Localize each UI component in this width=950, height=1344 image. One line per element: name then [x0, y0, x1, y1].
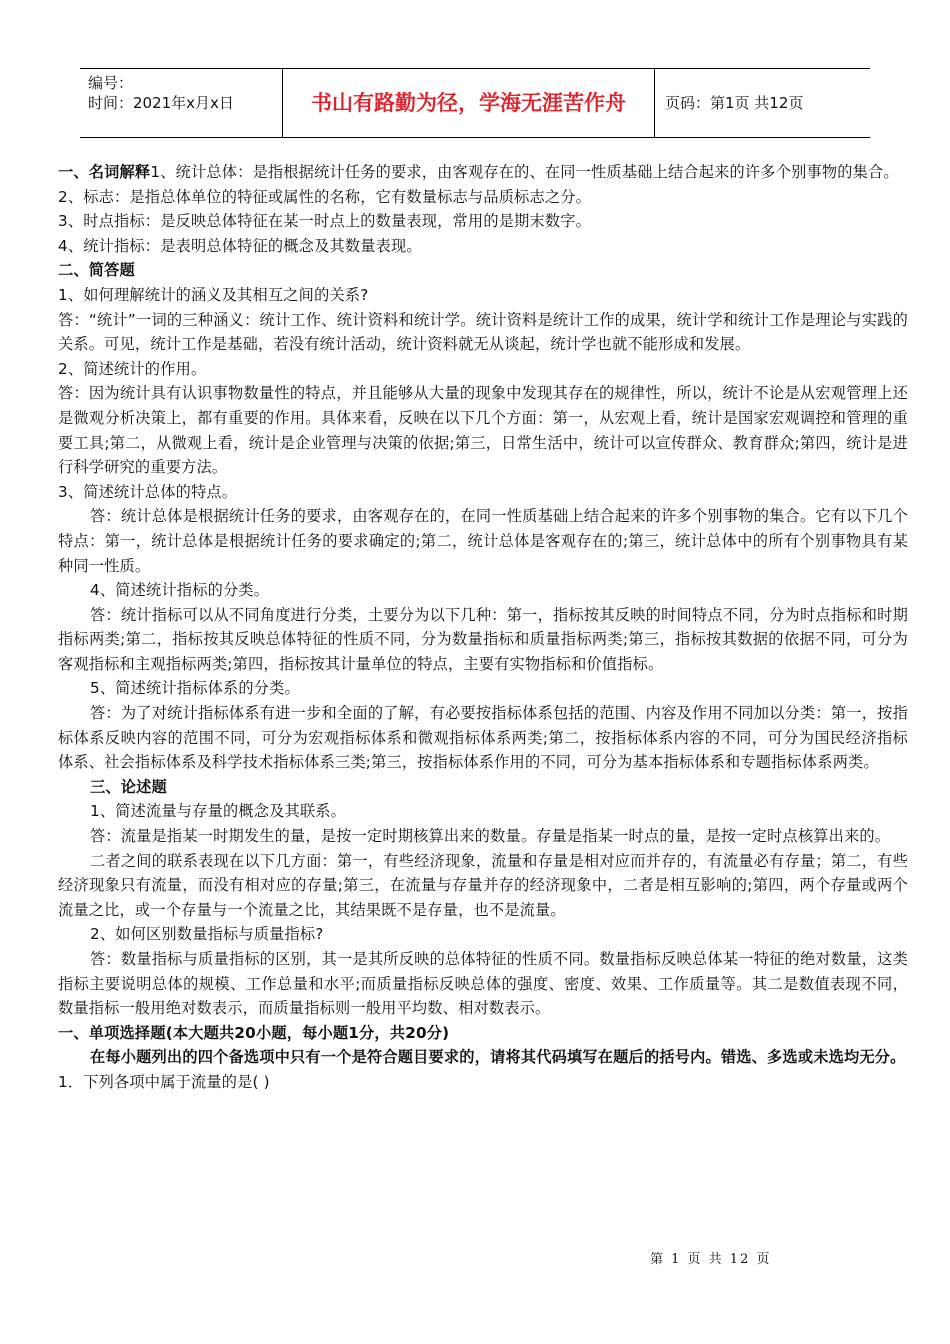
paragraph: 4、统计指标：是表明总体特征的概念及其数量表现。 — [58, 236, 422, 255]
question: 2、简述统计的作用。 — [58, 359, 207, 378]
section-title: 一、单项选择题(本大题共20小题，每小题1分，共20分) — [58, 1023, 450, 1042]
answer: 答：统计总体是根据统计任务的要求，由客观存在的，在同一性质基础上结合起来的许多个别事物的集合。它有以下几个特点：第一，统计总体是根据统计任务的要求确定的;第二，统计总体是客观存在的;第三，统计总体中的所有个别事物具有某种同一性质。 — [58, 507, 908, 575]
section-title: 一、名词解释 — [58, 163, 151, 181]
answer: 二者之间的联系表现在以下几方面：第一，有些经济现象，流量和存量是相对应而并存的，有流量必有存量；第二，有些经济现象只有流量，而没有相对应的存量;第三，在流量与存量并存的经济现象中，二者是相互影响的;第四，两个存量或两个流量之比，或一个存量与一个流量之比，其结果既不是存量，也不是流量。 — [58, 851, 908, 919]
question: 1、简述流量与存量的概念及其联系。 — [90, 802, 347, 821]
answer: 答：流量是指某一时期发生的量，是按一定时期核算出来的数量。存量是指某一时点的量，是按一定时点核算出来的。 — [90, 827, 891, 846]
question: 1、如何理解统计的涵义及其相互之间的关系? — [58, 285, 369, 304]
question: 5、简述统计指标体系的分类。 — [90, 679, 300, 698]
paragraph: 一、名词解释1、统计总体：是指根据统计任务的要求，由客观存在的、在同一性质基础上结合起来的许多个别事物的集合。 — [58, 163, 899, 181]
instructions: 在每小题列出的四个备选项中只有一个是符合题目要求的，请将其代码填写在题后的括号内。错选、多选或未选均无分。 — [90, 1048, 906, 1067]
answer: 答：统计指标可以从不同角度进行分类，土要分为以下几种：第一，指标按其反映的时间特点不同，分为时点指标和时期指标两类;第二，指标按其反映总体特征的性质不同，分为数量指标和质量指标两类;第三，指标按其数据的依据不同，可分为客观指标和主观指标两类;第四，指标按其计量单位的特点，主要有实物指标和价值指标。 — [58, 605, 908, 673]
question: 4、简述统计指标的分类。 — [90, 581, 270, 600]
answer: 答：因为统计具有认识事物数量性的特点，并且能够从大量的现象中发现其存在的规律性，所以，统计不论是从宏观管理上还是微观分析决策上，都有重要的作用。具体来看，反映在以下几个方面：第一，从宏观上看，统计是国家宏观调控和管理的重要工具;第二，从微观上看，统计是企业管理与决策的依据;第三，日常生活中，统计可以宣传群众、教育群众;第四，统计是进行科学研究的重要方法。 — [58, 384, 908, 477]
page-footer: 第 1 页 共 12 页 — [650, 1252, 772, 1267]
section-title: 三、论述题 — [90, 777, 167, 796]
paragraph: 2、标志：是指总体单位的特征或属性的名称，它有数量标志与品质标志之分。 — [58, 187, 592, 206]
date-label: 时间：2021年x月x日 — [88, 94, 234, 112]
header-meta — [80, 69, 282, 137]
question: 3、简述统计总体的特点。 — [58, 482, 238, 501]
answer: 答：“统计”一词的三种涵义：统计工作、统计资料和统计学。统计资料是统计工作的成果，统计学和统计工作是理论与实践的关系。可见，统计工作是基础，若没有统计活动，统计资料就无从谈起，统计学也就不能形成和发展。 — [58, 310, 908, 354]
paragraph: 3、时点指标：是反映总体特征在某一时点上的数量表现，常用的是期末数字。 — [58, 212, 592, 231]
answer: 答：数量指标与质量指标的区别，其一是其所反映的总体特征的性质不同。数量指标反映总体某一特征的绝对数量，这类指标主要说明总体的规模、工作总量和水平;而质量指标反映总体的强度、密度、效果、工作质量等。其二是数值表现不同，数量指标一般用绝对数表示，而质量指标则一般用平均数、相对数表示。 — [58, 950, 908, 1018]
document-body — [58, 160, 908, 1095]
question: 2、如何区别数量指标与质量指标? — [90, 925, 324, 944]
number-label: 编号： — [88, 74, 134, 92]
document-header — [80, 68, 870, 138]
question: 1．下列各项中属于流量的是( ) — [58, 1072, 270, 1091]
section-title: 二、简答题 — [58, 261, 135, 280]
answer: 答：为了对统计指标体系有进一步和全面的了解，有必要按指标体系包括的范围、内容及作用不同加以分类：第一，按指标体系反映内容的范围不同，可分为宏观指标体系和微观指标体系两类;第二，按指标体系内容的不同，可分为国民经济指标体系、社会指标体系及科学技术指标体系三类;第三，按指标体系作用的不同，可分为基本指标体系和专题指标体系两类。 — [58, 704, 908, 772]
header-page-info: 页码：第1页 共12页 — [665, 94, 804, 112]
header-motto: 书山有路勤为径，学海无涯苦作舟 — [282, 69, 655, 137]
